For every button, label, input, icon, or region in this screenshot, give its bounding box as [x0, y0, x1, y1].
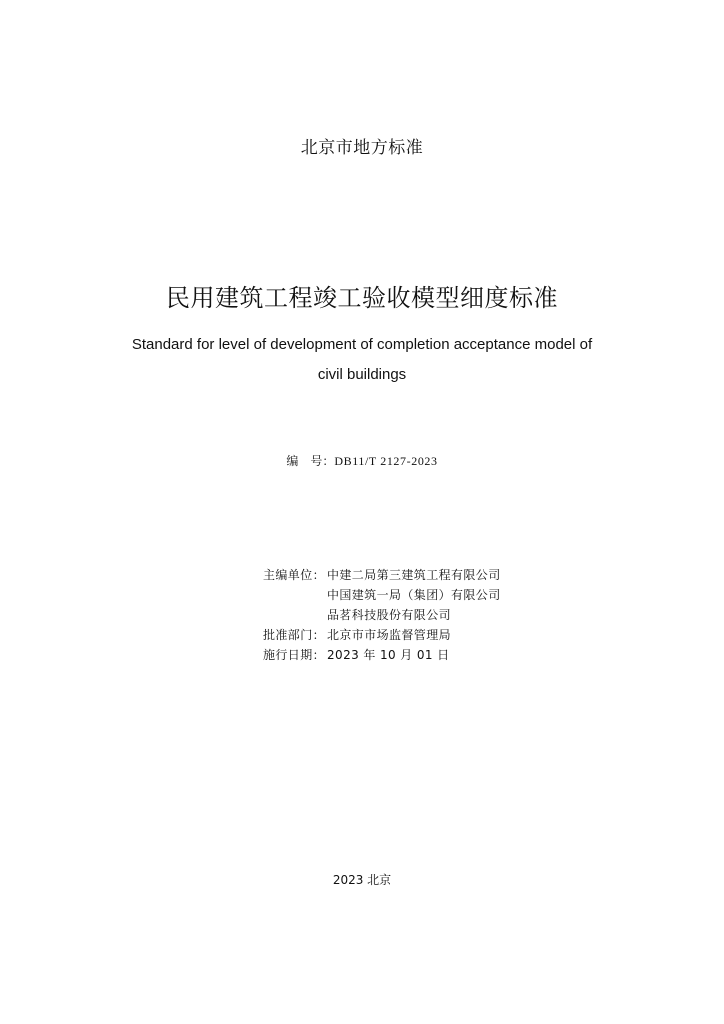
standard-title-chinese: 民用建筑工程竣工验收模型细度标准: [166, 284, 558, 312]
issuer-heading: 北京市地方标准: [300, 138, 424, 158]
approval-value: 北京市市场监督管理局: [327, 628, 452, 642]
editor-label: 主编单位：: [263, 568, 326, 582]
editor-name: 品茗科技股份有限公司: [327, 608, 452, 622]
standard-title-english-line-2: civil buildings: [317, 366, 407, 383]
editor-name: 中国建筑一局（集团）有限公司: [327, 588, 501, 602]
editor-row: [263, 565, 501, 585]
editor-name: 中建二局第三建筑工程有限公司: [327, 568, 501, 582]
approval-label: 批准部门：: [263, 628, 326, 642]
editor-row: [263, 605, 501, 625]
approval-row: [263, 625, 501, 645]
standard-title-english-line-1: Standard for level of development of completion acceptance model of: [131, 336, 593, 353]
effective-date-value: 2023 年 10 月 01 日: [327, 648, 450, 662]
editor-label-spacer: [263, 605, 327, 625]
standard-code: [0, 452, 724, 469]
publication-info: [263, 565, 501, 665]
editor-label-spacer: [263, 585, 327, 605]
effective-date-label: 施行日期：: [263, 648, 326, 662]
year-and-place: 2023 北京: [332, 873, 392, 887]
standard-code-value: DB11/T 2127-2023: [334, 454, 438, 468]
standard-code-label: 编 号：: [286, 454, 335, 468]
editor-row: [263, 585, 501, 605]
effective-date-row: [263, 645, 501, 665]
